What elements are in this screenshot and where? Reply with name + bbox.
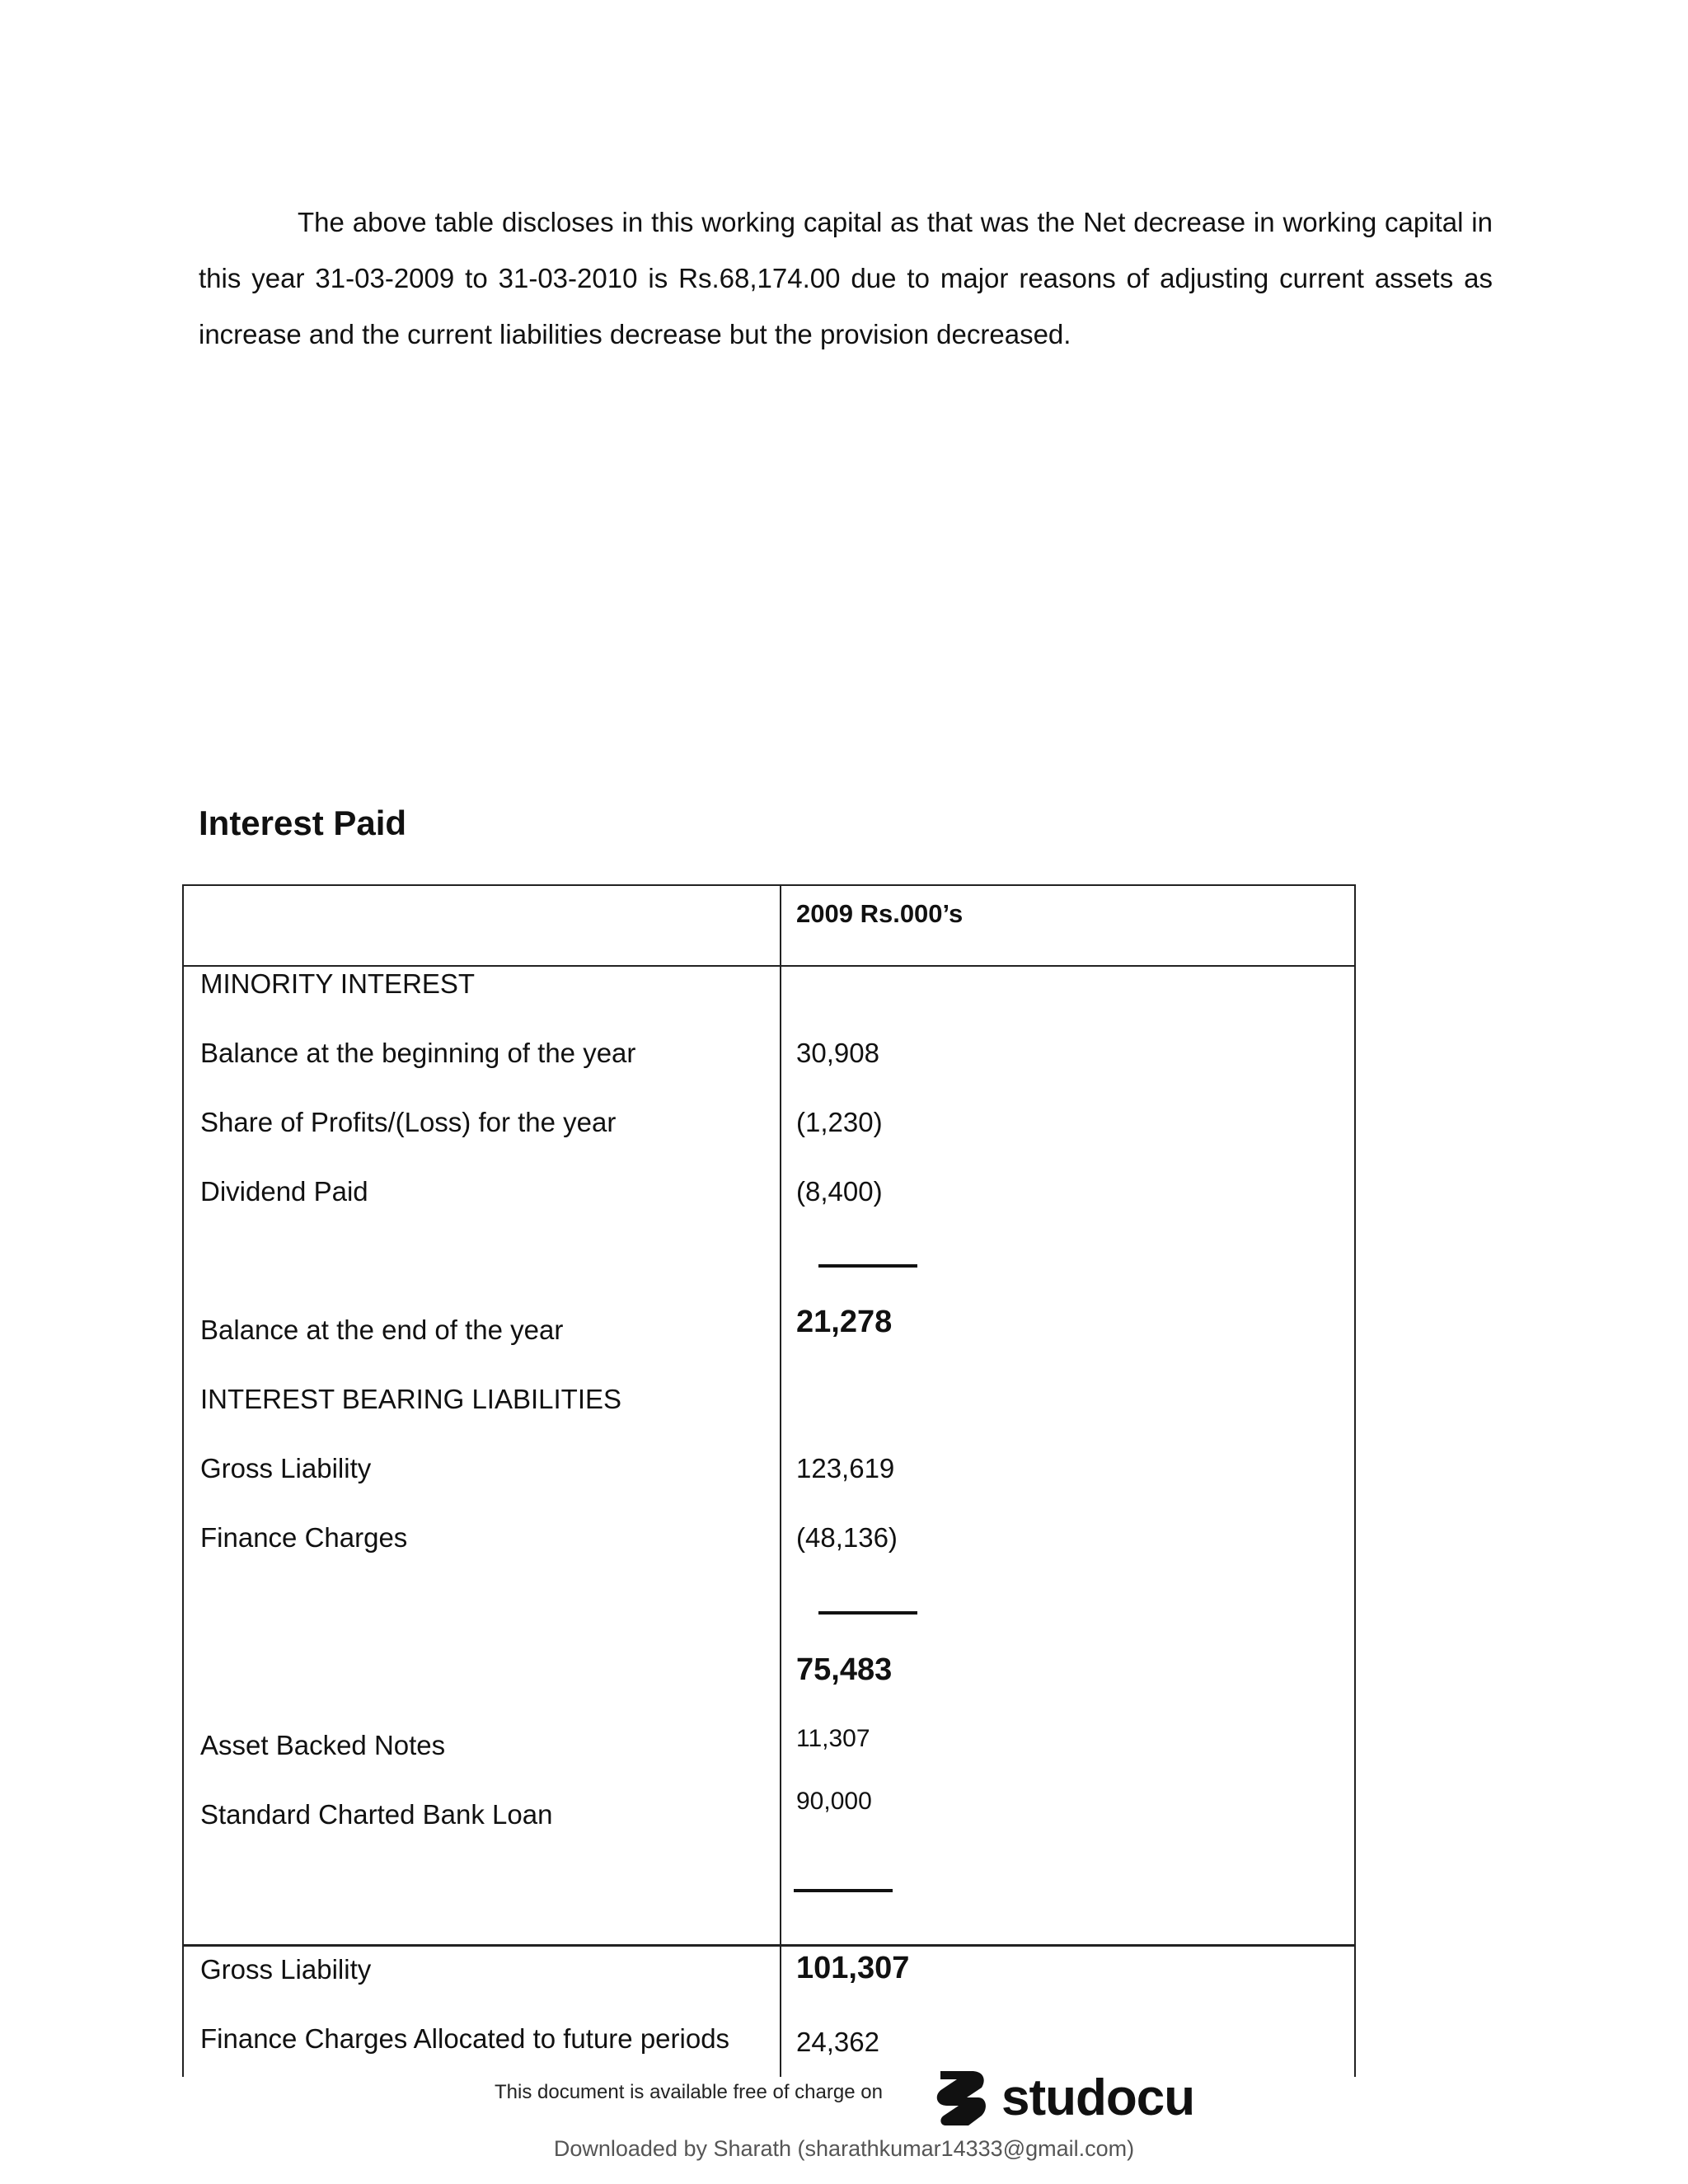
row-value: (8,400) [796,1176,883,1207]
downloaded-by-text: Downloaded by Sharath (sharathkumar14333@gmail.com) [553,2136,1135,2161]
row-value: (48,136) [796,1522,898,1553]
row-value: 11,307 [796,1725,870,1752]
row-value: 24,362 [796,2027,879,2057]
row-label: MINORITY INTEREST [200,968,476,999]
row-label: INTEREST BEARING LIABILITIES [200,1384,622,1414]
row-label: Dividend Paid [200,1176,368,1207]
header-divider [184,965,1354,967]
studocu-logo-icon [929,2064,995,2130]
row-value-total: 21,278 [796,1305,893,1339]
row-value: 123,619 [796,1453,895,1483]
interest-paid-table [182,884,1356,2077]
subtotal-rule [818,1611,917,1615]
studocu-logo[interactable] [929,2064,1194,2130]
row-label: Finance Charges Allocated to future periods [200,2023,730,2054]
row-label: Finance Charges [200,1522,408,1553]
intro-paragraph: The above table discloses in this working capital as that was the Net decrease in working capital in this year 31-03-2009 to 31-03-2010 is Rs.68,174.00 due to major reasons of adjusting current assets as increase and the current liabilities decrease but the provision decreased. [199,207,1493,349]
row-value: 90,000 [796,1788,872,1815]
row-label: Gross Liability [200,1954,372,1985]
row-label: Balance at the beginning of the year [200,1038,636,1068]
column-divider [780,886,781,2077]
row-label: Share of Profits/(Loss) for the year [200,1107,617,1137]
row-value-total: 101,307 [796,1951,910,1985]
header-year-label: 2009 Rs.000’s [796,899,964,928]
row-label: Asset Backed Notes [200,1730,446,1760]
row-label: Standard Charted Bank Loan [200,1799,553,1830]
studocu-logo-text: studocu [1001,2069,1195,2126]
section-divider [184,1944,1354,1947]
row-value-total: 75,483 [796,1652,893,1687]
footer-available-text: This document is available free of charge on [495,2081,883,2103]
row-value: (1,230) [796,1107,883,1137]
subtotal-rule [818,1264,917,1268]
section-heading: Interest Paid [199,804,407,842]
subtotal-rule [794,1889,893,1892]
row-value: 30,908 [796,1038,879,1068]
row-label: Balance at the end of the year [200,1315,564,1345]
row-label: Gross Liability [200,1453,372,1483]
